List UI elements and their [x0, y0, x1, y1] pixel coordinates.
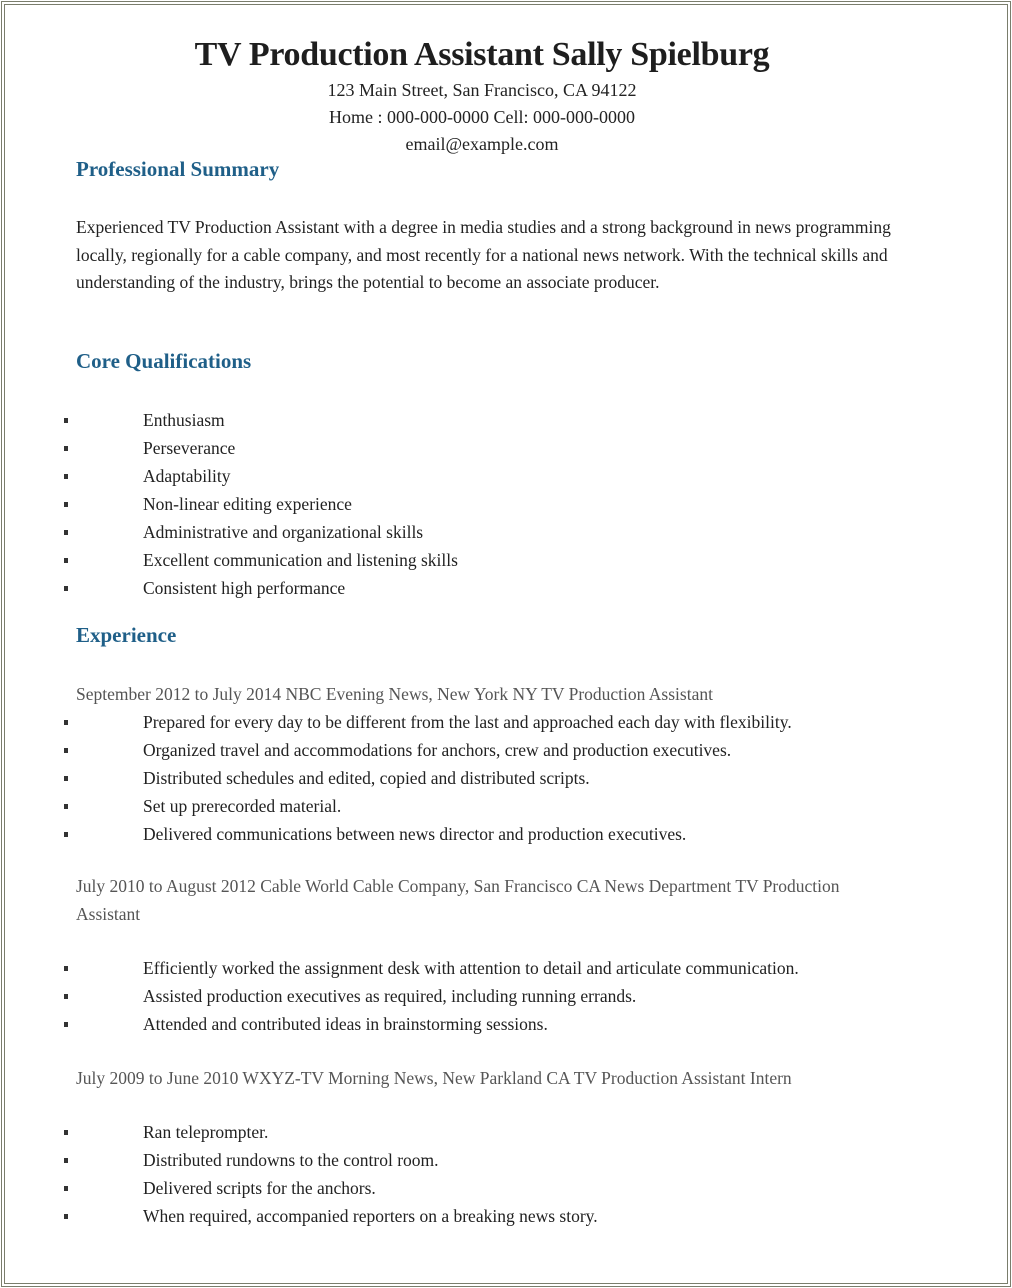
- job-bullets: [0, 708, 792, 848]
- bullet-icon: [64, 994, 68, 999]
- qualification-text: Excellent communication and listening skills: [143, 550, 458, 570]
- job-header: September 2012 to July 2014 NBC Evening News, New York NY TV Production Assistant: [76, 684, 713, 704]
- job-bullets: [0, 954, 799, 1038]
- duty-text: Ran teleprompter.: [143, 1122, 269, 1142]
- bullet-icon: [64, 418, 68, 423]
- qualification-text: Adaptability: [143, 466, 231, 486]
- list-item: [0, 708, 792, 736]
- list-item: [0, 1202, 598, 1230]
- bullet-icon: [64, 586, 68, 591]
- list-item: [0, 1010, 799, 1038]
- duty-text: Assisted production executives as required, including running errands.: [143, 986, 637, 1006]
- qualification-text: Administrative and organizational skills: [143, 522, 424, 542]
- bullet-icon: [64, 558, 68, 563]
- duty-text: Efficiently worked the assignment desk with attention to detail and articulate communication.: [143, 958, 799, 978]
- duty-text: Distributed rundowns to the control room.: [143, 1150, 439, 1170]
- list-item: [0, 406, 458, 434]
- phone-numbers: Home : 000-000-0000 Cell: 000-000-0000: [329, 107, 635, 127]
- bullet-icon: [64, 804, 68, 809]
- duty-text: Distributed schedules and edited, copied and distributed scripts.: [143, 768, 590, 788]
- section-title-core-qualifications: Core Qualifications: [76, 349, 252, 373]
- qualification-text: Enthusiasm: [143, 410, 225, 430]
- list-item: [0, 982, 799, 1010]
- bullet-icon: [64, 832, 68, 837]
- section-title-professional-summary: Professional Summary: [76, 157, 280, 181]
- bullet-icon: [64, 748, 68, 753]
- list-item: [0, 434, 458, 462]
- list-item: [0, 490, 458, 518]
- bullet-icon: [64, 1022, 68, 1027]
- qualification-text: Non-linear editing experience: [143, 494, 352, 514]
- bullet-icon: [64, 1214, 68, 1219]
- qualification-text: Perseverance: [143, 438, 236, 458]
- bullet-icon: [64, 1130, 68, 1135]
- list-item: [0, 518, 458, 546]
- list-item: [0, 1174, 598, 1202]
- bullet-icon: [64, 966, 68, 971]
- job-bullets: [0, 1118, 598, 1230]
- address: 123 Main Street, San Francisco, CA 94122: [327, 80, 637, 100]
- job-header: July 2009 to June 2010 WXYZ-TV Morning News, New Parkland CA TV Production Assistant Intern: [76, 1068, 792, 1088]
- duty-text: Delivered communications between news director and production executives.: [143, 824, 687, 844]
- bullet-icon: [64, 1158, 68, 1163]
- bullet-icon: [64, 776, 68, 781]
- email: email@example.com: [405, 134, 559, 154]
- duty-text: Delivered scripts for the anchors.: [143, 1178, 376, 1198]
- list-item: [0, 1118, 598, 1146]
- duty-text: Set up prerecorded material.: [143, 796, 342, 816]
- bullet-icon: [64, 502, 68, 507]
- list-item: [0, 1146, 598, 1174]
- list-item: [0, 792, 792, 820]
- qualifications-list: [0, 406, 458, 602]
- list-item: [0, 574, 458, 602]
- bullet-icon: [64, 446, 68, 451]
- bullet-icon: [64, 474, 68, 479]
- list-item: [0, 462, 458, 490]
- list-item: [0, 820, 792, 848]
- bullet-icon: [64, 720, 68, 725]
- list-item: [0, 764, 792, 792]
- bullet-icon: [64, 530, 68, 535]
- bullet-icon: [64, 1186, 68, 1191]
- job-header: July 2010 to August 2012 Cable World Cable Company, San Francisco CA News Department TV Production Assistant: [76, 876, 840, 924]
- duty-text: When required, accompanied reporters on a breaking news story.: [143, 1206, 598, 1226]
- section-title-experience: Experience: [76, 623, 177, 647]
- duty-text: Organized travel and accommodations for anchors, crew and production executives.: [143, 740, 732, 760]
- list-item: [0, 954, 799, 982]
- candidate-name: TV Production Assistant Sally Spielburg: [194, 36, 770, 73]
- duty-text: Attended and contributed ideas in brainstorming sessions.: [143, 1014, 548, 1034]
- list-item: [0, 546, 458, 574]
- duty-text: Prepared for every day to be different from the last and approached each day with flexibility.: [143, 712, 792, 732]
- summary-paragraph: Experienced TV Production Assistant with a degree in media studies and a strong background in news programming locally, regionally for a cable company, and most recently for a national news network. With the technical skills and understanding of the industry, brings the potential to become an associate producer.: [76, 217, 891, 292]
- list-item: [0, 736, 792, 764]
- qualification-text: Consistent high performance: [143, 578, 346, 598]
